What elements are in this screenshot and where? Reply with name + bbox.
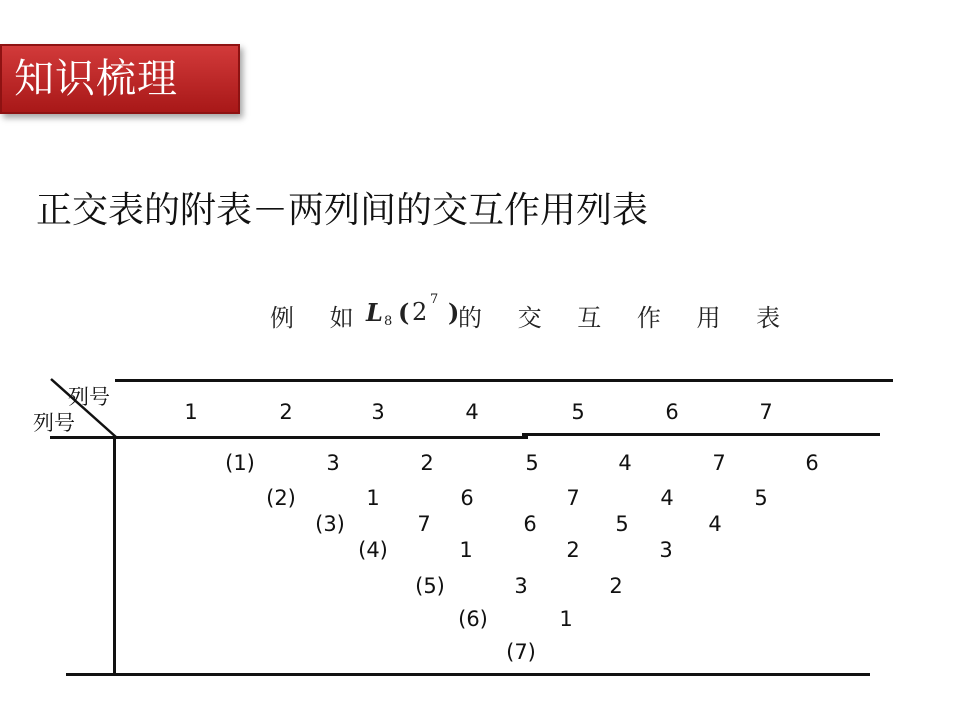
table-cell: 2 [420, 451, 434, 475]
table-cell: 2 [566, 538, 580, 562]
row-label-7: (7) [506, 640, 536, 664]
example-l: L [366, 298, 383, 327]
example-base: 2 [412, 298, 428, 326]
section-badge: 知识梳理 [0, 44, 240, 114]
table-cell: 1 [366, 486, 380, 510]
column-header-1: 1 [184, 400, 198, 424]
table-cell: 7 [712, 451, 726, 475]
example-exponent: 7 [430, 292, 439, 307]
column-header-6: 6 [665, 400, 679, 424]
column-header-7: 7 [759, 400, 773, 424]
column-header-4: 4 [465, 400, 479, 424]
table-top-rule [115, 379, 893, 382]
column-header-3: 3 [371, 400, 385, 424]
column-header-5: 5 [571, 400, 585, 424]
table-bottom-rule [66, 673, 870, 676]
row-label-6: (6) [458, 607, 488, 631]
table-cell: 6 [460, 486, 474, 510]
corner-bottom-label: 列号 [33, 411, 75, 435]
table-cell: 3 [514, 574, 528, 598]
table-cell: 7 [566, 486, 580, 510]
example-suffix: 的 交 互 作 用 表 [458, 304, 795, 332]
header-rule-left [50, 436, 528, 439]
row-label-5: (5) [415, 574, 445, 598]
row-label-1: (1) [225, 451, 255, 475]
header-rule-right [522, 433, 880, 436]
corner-top-label: 列号 [68, 385, 110, 409]
example-close-paren: ) [448, 298, 460, 327]
table-cell: 3 [659, 538, 673, 562]
row-label-2: (2) [266, 486, 296, 510]
example-prefix: 例 如 [270, 304, 368, 332]
page-title: 正交表的附表－两列间的交互作用列表 [36, 190, 649, 231]
row-label-3: (3) [315, 512, 345, 536]
table-cell: 5 [615, 512, 629, 536]
table-cell: 5 [754, 486, 768, 510]
example-open-paren: ( [398, 298, 410, 327]
table-cell: 4 [618, 451, 632, 475]
table-cell: 7 [417, 512, 431, 536]
table-cell: 1 [459, 538, 473, 562]
table-cell: 3 [326, 451, 340, 475]
table-cell: 6 [523, 512, 537, 536]
table-cell: 1 [559, 607, 573, 631]
table-cell: 4 [660, 486, 674, 510]
row-label-4: (4) [358, 538, 388, 562]
table-cell: 4 [708, 512, 722, 536]
column-header-2: 2 [279, 400, 293, 424]
table-cell: 6 [805, 451, 819, 475]
row-label-divider [113, 436, 116, 676]
example-subscript: 8 [384, 314, 393, 329]
table-cell: 5 [525, 451, 539, 475]
table-cell: 2 [609, 574, 623, 598]
